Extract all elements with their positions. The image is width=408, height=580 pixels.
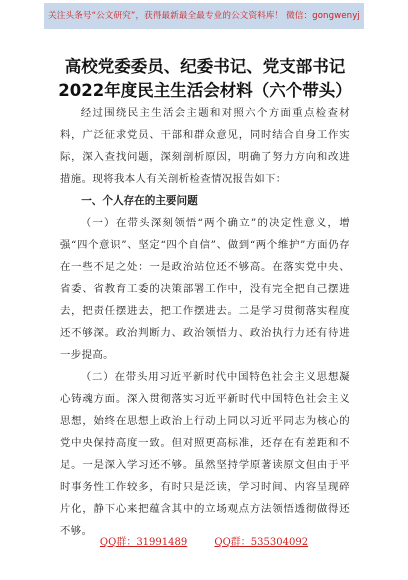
paragraph-1: （一）在带头深刻领悟“两个确立”的决定性意义，增强“四个意识”、坚定“四个自信”、做到“两个维护”方面仍存在一些不足之处：一是政治站位还不够高。在落实党中央、省委、省教育工委的决策部署工作中，没有完全把自己摆进去，把责任摆进去，把工作摆进去。二是学习贯彻落实程度还不够深。政治判断力、政治领悟力、政治执行力还有待进一步提高。: [60, 217, 350, 361]
section-heading: 一、个人存在的主要问题: [81, 195, 198, 207]
document-title-line-1: 高校党委委员、纪委书记、党支部书记: [64, 57, 346, 76]
document-title-line-2: 2022年度民主生活会材料（六个带头）: [58, 81, 352, 100]
top-banner: 关注头条号“公文研究”，获得最新最全最专业的公文资料库！ 微信：gongwenyj: [44, 3, 364, 29]
intro-paragraph: 经过围绕民主生活会主题和对照六个方面重点检查材料，广泛征求党员、干部和群众意见，同时结合自身工作实际，深入查找问题，深刻剖析原因，明确了努力方向和改进措施。现将我本人有关剖析检查情况报告如下：: [60, 107, 350, 185]
qq-group-link-2[interactable]: QQ群：535304092: [214, 537, 309, 548]
footer-bar: [0, 532, 408, 554]
qq-group-link-1[interactable]: QQ群：31991489: [99, 537, 188, 548]
document-body: [60, 102, 350, 542]
paragraph-2: （二）在带头用习近平新时代中国特色社会主义思想凝心铸魂方面。深入贯彻落实习近平新时代中国特色社会主义思想，始终在思想上政治上行动上同以习近平同志为核心的党中央保持高度一致。但对照更高标准，还存在有差距和不足。一是深入学习还不够。虽然坚持学原著读原文但由于平时事务性工作较多，有时只是泛读，学习时间、内容呈现碎片化，静下心来把蕴含其中的立场观点方法领悟透彻做得还不够。: [60, 371, 350, 537]
